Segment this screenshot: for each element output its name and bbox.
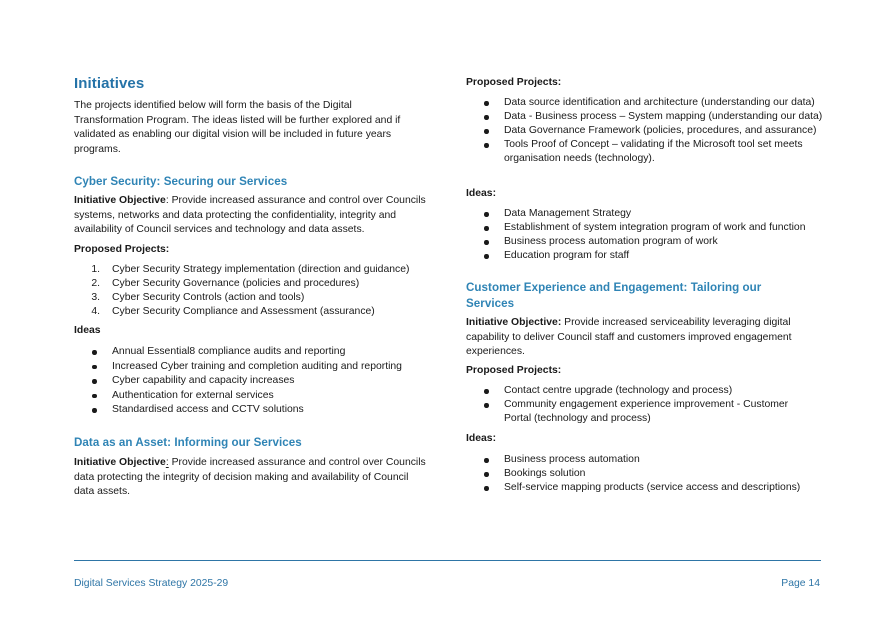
cx-projects-list: [466, 384, 806, 426]
cyber-projects-label: Proposed Projects:: [74, 244, 170, 255]
cyber-projects-list: [74, 263, 434, 319]
bullet-icon: [484, 101, 489, 106]
cyber-objective-paragraph: [74, 194, 426, 238]
bullet-icon: [92, 379, 97, 384]
list-item: Establishment of system integration program of work and function: [466, 221, 824, 235]
list-item: Annual Essential8 compliance audits and reporting: [74, 345, 434, 360]
initiatives-heading: Initiatives: [74, 75, 145, 92]
bullet-icon: [484, 486, 489, 491]
list-item: 2. Cyber Security Governance (policies and procedures): [91, 278, 360, 289]
bullet-icon: [484, 143, 489, 148]
footer-divider: [74, 560, 821, 561]
cyber-security-heading: Cyber Security: Securing our Services: [74, 175, 288, 188]
intro-paragraph: The projects identified below will form the basis of the Digital Transformation Program. The ideas listed will be further explored and if validated as enabling our digital vision will be included in future years programs.: [74, 100, 401, 155]
list-item: Tools Proof of Concept – validating if the Microsoft tool set meets organisation needs (technology).: [466, 138, 824, 166]
list-item: Contact centre upgrade (technology and process): [466, 384, 806, 398]
bullet-icon: [484, 240, 489, 245]
cyber-objective-text: : Provide increased assurance and control over Councils systems, networks and data protecting the confidentiality, integrity and availability of Council services and technology and data assets.: [74, 195, 426, 236]
list-item: 3. Cyber Security Controls (action and tools): [91, 292, 305, 303]
list-item: Data - Business process – System mapping (understanding our data): [466, 110, 824, 124]
footer-page-number: Page 14: [781, 578, 820, 589]
cyber-ideas-label: Ideas: [74, 325, 101, 336]
bullet-icon: [484, 129, 489, 134]
footer-document-title: Digital Services Strategy 2025-29: [74, 578, 229, 589]
list-item: Community engagement experience improvement - Customer Portal (technology and process): [466, 398, 806, 426]
bullet-icon: [484, 115, 489, 120]
list-item: Data Governance Framework (policies, procedures, and assurance): [466, 124, 824, 138]
data-ideas-label: Ideas:: [466, 188, 497, 199]
bullet-icon: [484, 403, 489, 408]
bullet-icon: [484, 226, 489, 231]
cyber-ideas-list: [74, 345, 434, 418]
data-projects-list: [466, 96, 824, 166]
list-item: Cyber capability and capacity increases: [74, 374, 434, 389]
list-item: Data Management Strategy: [466, 207, 824, 221]
data-asset-objective-colon: :: [165, 457, 169, 468]
cx-objective-text: Provide increased serviceability leveraging digital capability to deliver Council staff and customers improved engagement experiences.: [466, 317, 792, 358]
bullet-icon: [484, 458, 489, 463]
data-asset-heading: Data as an Asset: Informing our Services: [74, 436, 302, 449]
list-item: Bookings solution: [466, 467, 824, 481]
list-item: Business process automation: [466, 453, 824, 467]
bullet-icon: [484, 254, 489, 259]
bullet-icon: [92, 365, 97, 370]
cx-ideas-list: [466, 453, 824, 495]
list-item: Self-service mapping products (service access and descriptions): [466, 481, 824, 495]
cx-ideas-label: Ideas:: [466, 433, 497, 444]
list-item: Education program for staff: [466, 249, 824, 263]
bullet-icon: [484, 212, 489, 217]
bullet-icon: [484, 389, 489, 394]
bullet-icon: [484, 472, 489, 477]
list-item: Standardised access and CCTV solutions: [74, 403, 434, 418]
list-item: 1. Cyber Security Strategy implementation (direction and guidance): [91, 264, 410, 275]
data-ideas-list: [466, 207, 824, 263]
cyber-objective-label: Initiative Objective: [74, 195, 166, 206]
list-item: Increased Cyber training and completion auditing and reporting: [74, 360, 434, 375]
list-item: Data source identification and architecture (understanding our data): [466, 96, 824, 110]
data-asset-objective-text: Provide increased assurance and control over Councils data protecting the integrity of decision making and availability of Council data assets.: [74, 457, 426, 498]
bullet-icon: [92, 394, 97, 399]
list-item: 4. Cyber Security Compliance and Assessment (assurance): [91, 306, 375, 317]
list-item: Business process automation program of work: [466, 235, 824, 249]
bullet-icon: [92, 408, 97, 413]
data-projects-label: Proposed Projects:: [466, 77, 562, 88]
customer-experience-heading: Customer Experience and Engagement: Tailoring our Services: [466, 281, 762, 310]
cx-objective-paragraph: [466, 316, 806, 360]
cx-projects-label: Proposed Projects:: [466, 365, 562, 376]
cx-objective-label: Initiative Objective:: [466, 317, 562, 328]
list-item: Authentication for external services: [74, 389, 434, 404]
data-asset-objective-paragraph: [74, 456, 426, 500]
bullet-icon: [92, 350, 97, 355]
data-asset-objective-label: Initiative Objective: [74, 457, 166, 468]
